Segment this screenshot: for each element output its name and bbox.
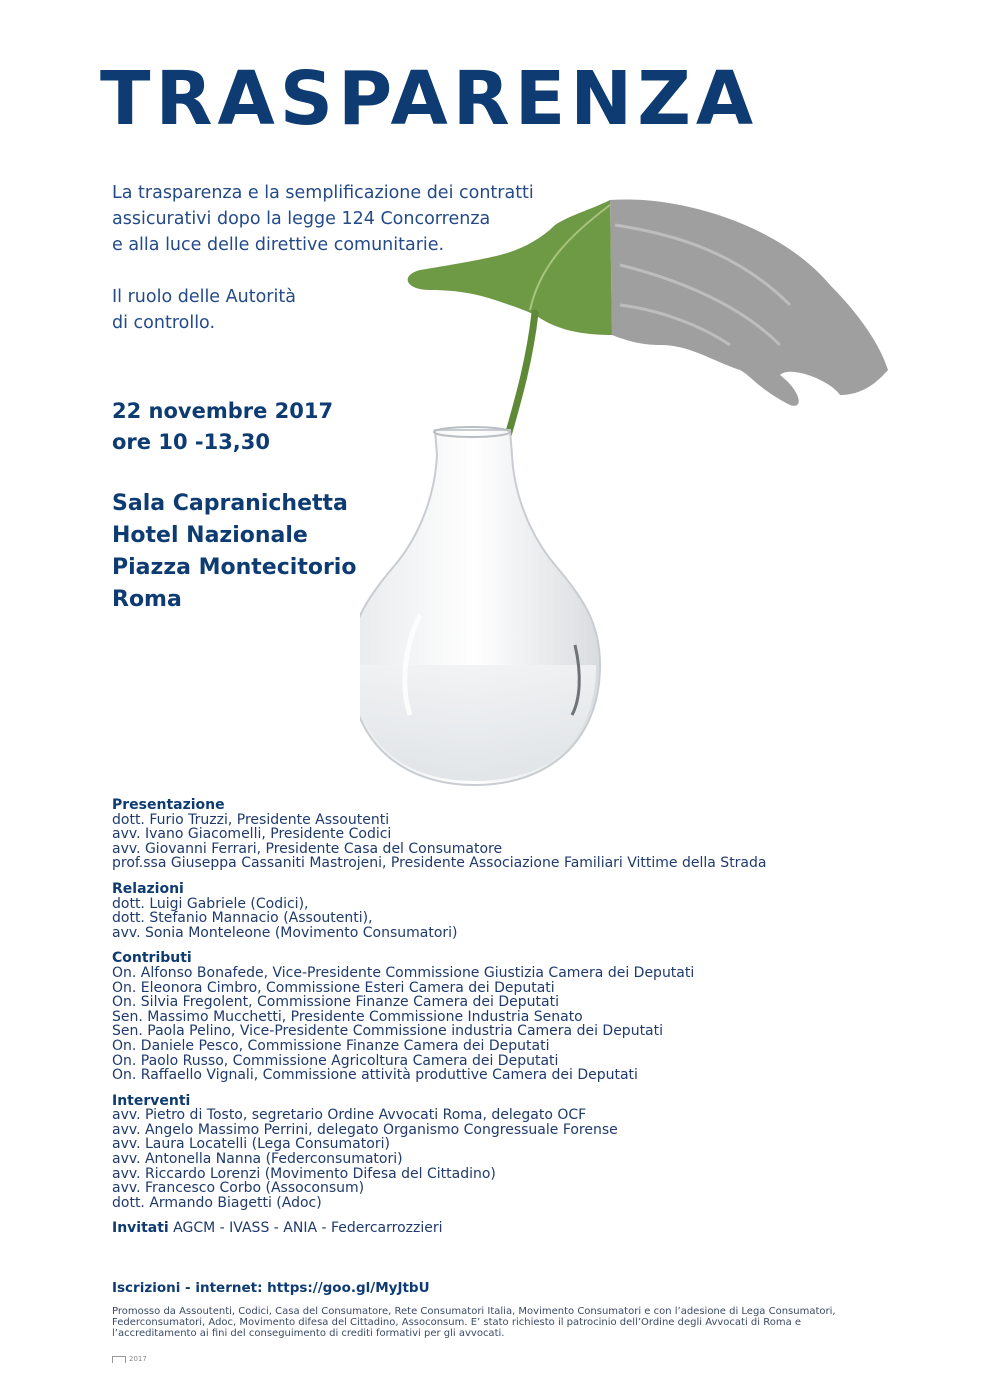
section-relazioni bbox=[112, 882, 952, 940]
footer-line: Federconsumatori, Adoc, Movimento difesa del Cittadino, Assoconsum. E’ stato richiesto il patrocinio dell’Ordine degli Avvocati di Roma e bbox=[112, 1317, 802, 1328]
designer-logo-icon bbox=[112, 1356, 126, 1363]
footer-line: l’accreditamento ai fini del conseguimento di crediti formativi per gli avvocati. bbox=[112, 1328, 505, 1339]
section-heading: Interventi bbox=[112, 1092, 191, 1109]
speaker-line: Sen. Massimo Mucchetti, Presidente Commissione Industria Senato bbox=[112, 1008, 583, 1025]
speaker-line: avv. Angelo Massimo Perrini, delegato Organismo Congressuale Forense bbox=[112, 1121, 618, 1138]
intro-line: Il ruolo delle Autorità bbox=[112, 287, 296, 307]
speaker-line: On. Silvia Fregolent, Commissione Finanze Camera dei Deputati bbox=[112, 994, 559, 1011]
speaker-line: avv. Ivano Giacomelli, Presidente Codici bbox=[112, 826, 392, 843]
designer-mark bbox=[112, 1355, 147, 1363]
section-heading: Relazioni bbox=[112, 880, 184, 897]
invited-line bbox=[112, 1221, 952, 1236]
speaker-line: Sen. Paola Pelino, Vice-Presidente Commissione industria Camera dei Deputati bbox=[112, 1023, 664, 1040]
venue-line: Sala Capranichetta bbox=[112, 491, 348, 516]
speaker-line: On. Alfonso Bonafede, Vice-Presidente Commissione Giustizia Camera dei Deputati bbox=[112, 964, 695, 981]
intro-line: assicurativi dopo la legge 124 Concorrenza bbox=[112, 209, 491, 229]
speaker-line: On. Raffaello Vignali, Commissione attività produttive Camera dei Deputati bbox=[112, 1067, 638, 1084]
speaker-line: dott. Armando Biagetti (Adoc) bbox=[112, 1194, 322, 1211]
section-presentazione bbox=[112, 798, 952, 871]
speaker-line: avv. Pietro di Tosto, segretario Ordine Avvocati Roma, delegato OCF bbox=[112, 1107, 587, 1124]
poster-title: TRASPARENZA bbox=[100, 56, 759, 142]
speaker-line: avv. Antonella Nanna (Federconsumatori) bbox=[112, 1151, 403, 1168]
speaker-line: dott. Luigi Gabriele (Codici), bbox=[112, 895, 309, 912]
mark-year: 2017 bbox=[129, 1355, 147, 1363]
invited-label: Invitati bbox=[112, 1220, 169, 1237]
speaker-line: avv. Laura Locatelli (Lega Consumatori) bbox=[112, 1136, 390, 1153]
speaker-line: prof.ssa Giuseppa Cassaniti Mastrojeni, Presidente Associazione Familiari Vittime della Strada bbox=[112, 855, 767, 872]
intro-line: La trasparenza e la semplificazione dei contratti bbox=[112, 183, 534, 203]
invited-list: AGCM - IVASS - ANIA - Federcarrozzieri bbox=[168, 1220, 443, 1237]
footer-line: Promosso da Assoutenti, Codici, Casa del Consumatore, Rete Consumatori Italia, Movimento Consumatori e con l’adesione di Lega Consumatori, bbox=[112, 1306, 836, 1317]
section-contributi bbox=[112, 951, 952, 1082]
program bbox=[112, 798, 952, 1236]
speaker-line: avv. Sonia Monteleone (Movimento Consumatori) bbox=[112, 924, 458, 941]
section-heading: Presentazione bbox=[112, 797, 225, 813]
speaker-line: On. Eleonora Cimbro, Commissione Esteri Camera dei Deputati bbox=[112, 979, 555, 996]
speaker-line: avv. Francesco Corbo (Assoconsum) bbox=[112, 1180, 365, 1197]
leaf-grey-half bbox=[610, 199, 888, 405]
event-time: ore 10 -13,30 bbox=[112, 430, 271, 454]
event-venue-block bbox=[112, 488, 356, 616]
venue-line: Roma bbox=[112, 587, 182, 612]
speaker-line: avv. Riccardo Lorenzi (Movimento Difesa del Cittadino) bbox=[112, 1165, 496, 1182]
leaf-green-half bbox=[408, 200, 612, 335]
speaker-line: avv. Giovanni Ferrari, Presidente Casa del Consumatore bbox=[112, 840, 503, 857]
event-date: 22 novembre 2017 bbox=[112, 399, 334, 423]
intro-line: di controllo. bbox=[112, 313, 216, 333]
promoters-note bbox=[112, 1306, 912, 1339]
event-date-block bbox=[112, 396, 333, 458]
venue-line: Piazza Montecitorio bbox=[112, 555, 357, 580]
section-interventi bbox=[112, 1094, 952, 1211]
speaker-line: dott. Stefanio Mannacio (Assoutenti), bbox=[112, 910, 373, 927]
registration-link[interactable]: Iscrizioni - internet: https://goo.gl/MyJtbU bbox=[112, 1280, 430, 1296]
vase-with-leaf-illustration bbox=[360, 195, 900, 805]
speaker-line: dott. Furio Truzzi, Presidente Assoutenti bbox=[112, 811, 390, 828]
speaker-line: On. Daniele Pesco, Commissione Finanze Camera dei Deputati bbox=[112, 1037, 550, 1054]
speaker-line: On. Paolo Russo, Commissione Agricoltura Camera dei Deputati bbox=[112, 1052, 559, 1069]
venue-line: Hotel Nazionale bbox=[112, 523, 308, 548]
intro-line: e alla luce delle direttive comunitarie. bbox=[112, 235, 445, 255]
section-heading: Contributi bbox=[112, 950, 192, 967]
